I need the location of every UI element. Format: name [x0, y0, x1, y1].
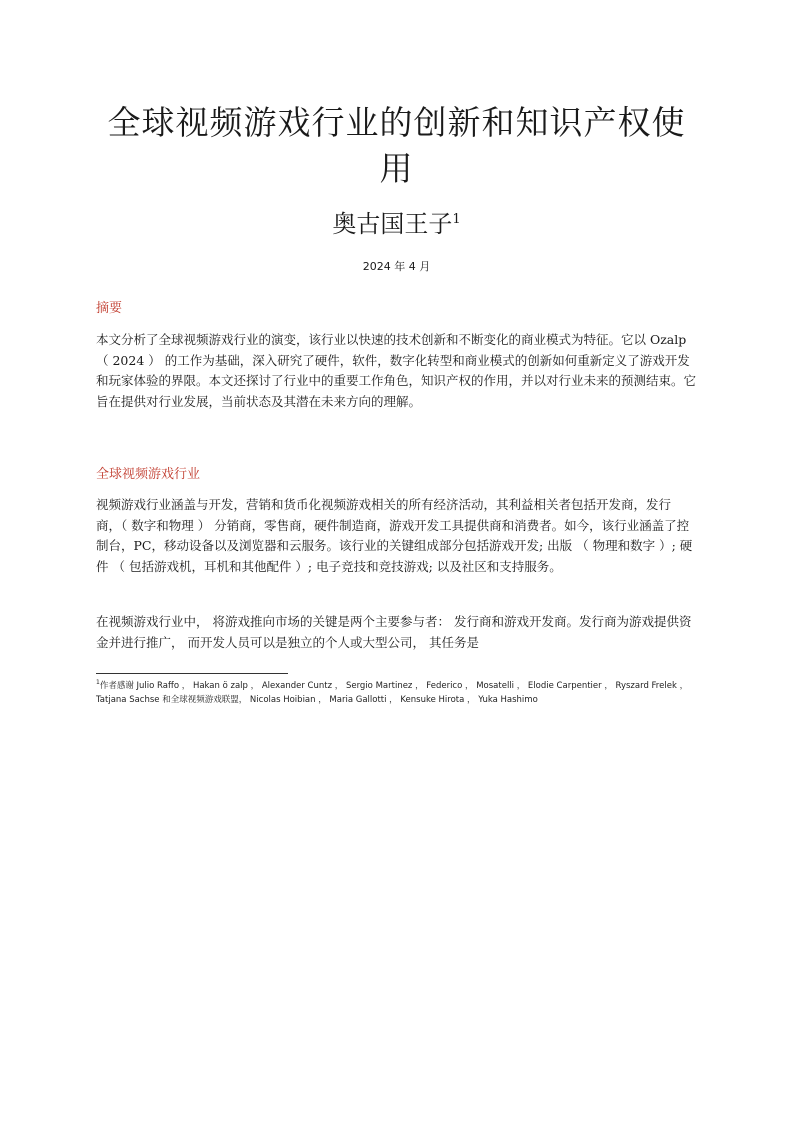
abstract-text: 本文分析了全球视频游戏行业的演变，该行业以快速的技术创新和不断变化的商业模式为特征。它以 Ozalp （ 2024 ） 的工作为基础，深入研究了硬件，软件，数字化转型和商业模式的创新如何重新定义了游戏开发和玩家体验的界限。本文还探讨了行业中的重要工作角色，知识产权的作用，并以对行业未来的预测结束。它旨在提供对行业发展，当前状态及其潜在未来方向的理解。	[96, 332, 697, 409]
author-footnote-mark[interactable]: 1	[452, 212, 461, 227]
section-paragraph-2: 在视频游戏行业中， 将游戏推向市场的关键是两个主要参与者： 发行商和游戏开发商。发行商为游戏提供资金并进行推广， 而开发人员可以是独立的个人或大型公司， 其任务是	[96, 614, 692, 650]
author-line	[100, 208, 693, 240]
section-heading-global-video-game-industry: 全球视频游戏行业	[96, 467, 201, 482]
section-paragraph-1: 视频游戏行业涵盖与开发，营销和货币化视频游戏相关的所有经济活动，其利益相关者包括开发商，发行商，（ 数字和物理 ） 分销商，零售商，硬件制造商，游戏开发工具提供商和消费者。如今，该行业涵盖了控制台，PC，移动设备以及浏览器和云服务。该行业的关键组成部分包括游戏开发; 出版 （ 物理和数字 ）; 硬件 （ 包括游戏机，耳机和其他配件 ）; 电子竞技和竞技游戏; 以及社区和支持服务。	[96, 497, 693, 574]
document-title: 全球视频游戏行业的创新和知识产权使用	[107, 103, 686, 188]
footnote-mark: 1	[96, 679, 100, 687]
footnote-text: 作者感谢 Julio Raffo ， Hakan ö zalp ， Alexander Cuntz ， Sergio Martinez ， Federico ， Mosatelli ， Elodie Carpentier ， Ryszard Frelek ， Tatjana Sachse 和全球视频游戏联盟， Nicolas Hoibian ， Maria Gallotti ， Kensuke Hirota ， Yuka Hashimo	[96, 681, 689, 705]
abstract-heading: 摘要	[96, 301, 123, 316]
publication-date: 2024 年 4 月	[362, 260, 431, 273]
footnote	[96, 679, 721, 707]
footnote-separator	[96, 673, 288, 674]
author-name: 奥古国王子	[332, 210, 453, 238]
